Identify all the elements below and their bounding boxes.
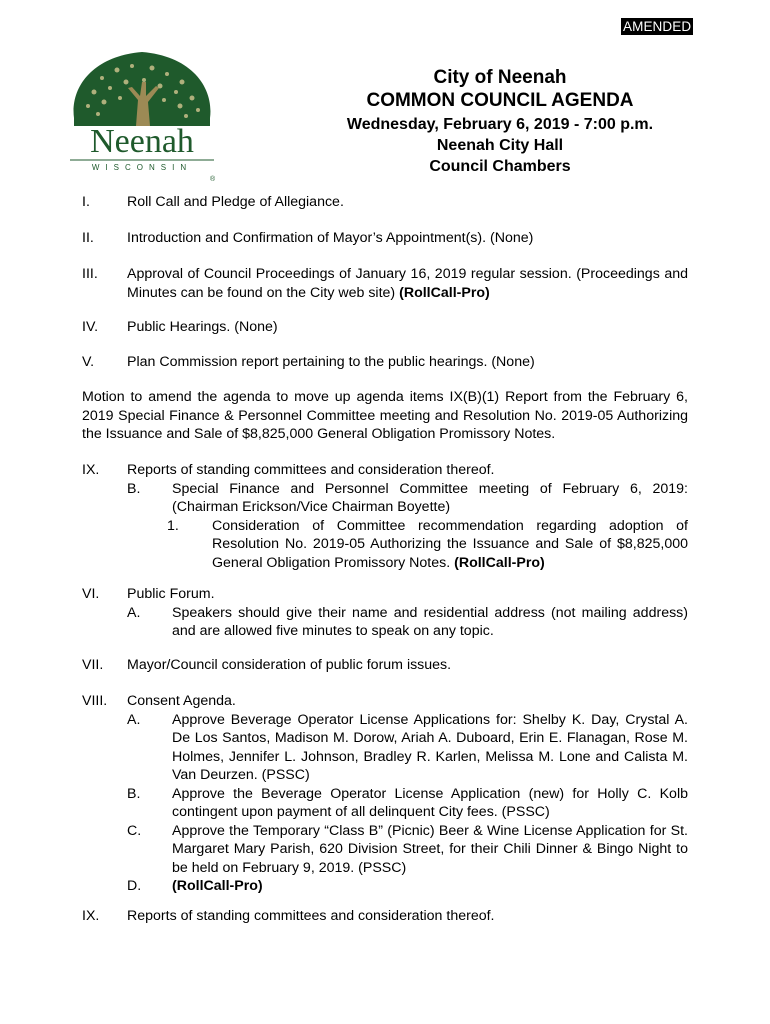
item-number: IV. (82, 319, 99, 335)
agenda-item-7 (82, 656, 688, 675)
neenah-logo (62, 48, 222, 183)
logo-state: WISCONSIN (91, 163, 193, 172)
motion-paragraph: Motion to amend the agenda to move up agenda items IX(B)(1) Report from the February 6, 2019 Special Finance & Personnel Committee meeting and Resolution No. 2019-05 Authorizing the Issuance and Sale of $8,825,000 General Obligation Promissory Notes. (82, 389, 688, 442)
item-text: Mayor/Council consideration of public forum issues. (127, 657, 452, 673)
item-number: IX. (82, 462, 100, 478)
amended-badge: AMENDED (623, 19, 692, 34)
city-name: City of Neenah (433, 67, 567, 88)
item-number: II. (82, 230, 94, 246)
subitem-a (127, 711, 688, 785)
item-text-body: Approval of Council Proceedings of January 16, 2019 regular session. (Proceedings and Minutes can be found on the City web site) (127, 266, 688, 301)
agenda-item-3 (82, 265, 688, 302)
subitem-letter: A. (127, 711, 141, 728)
item-text: Public Hearings. (None) (127, 319, 278, 335)
subitem-d (127, 877, 688, 896)
subitem-text: Speakers should give their name and residential address (not mailing address) and are allowed five minutes to speak on any topic. (172, 604, 688, 639)
subitem-b (127, 785, 688, 822)
item-number: V. (82, 354, 95, 370)
rollcall-note: (RollCall-Pro) (399, 284, 490, 301)
meeting-location: Neenah City Hall (436, 137, 564, 154)
item-number: VIII. (82, 693, 108, 709)
subitem-text (212, 517, 688, 573)
item-text: Roll Call and Pledge of Allegiance. (127, 194, 344, 210)
subitem-a (127, 604, 688, 641)
logo-registered: ® (210, 176, 216, 183)
item-text: Consent Agenda. (127, 693, 236, 709)
agenda-header (300, 66, 700, 177)
item-number: VII. (82, 657, 104, 673)
meeting-date: Wednesday, February 6, 2019 - 7:00 p.m. (346, 116, 654, 133)
rollcall-note: (RollCall-Pro) (172, 878, 263, 894)
item-number: IX. (82, 908, 100, 924)
subitem-text: Approve the Temporary “Class B” (Picnic) Beer & Wine License Application for St. Margaret Mary Parish, 620 Division Street, for their Chili Dinner & Bingo Night to be held on February 9, 2019. (PSSC) (172, 822, 688, 876)
agenda-item-1 (82, 193, 688, 212)
subitem-letter: A. (127, 604, 141, 621)
item-text (127, 265, 688, 302)
agenda-item-6 (82, 585, 688, 641)
item-text: Reports of standing committees and consideration thereof. (127, 462, 495, 478)
agenda-item-4 (82, 318, 688, 337)
agenda-item-9-repeat (82, 907, 688, 926)
subitem-text: Approve Beverage Operator License Applications for: Shelby K. Day, Crystal A. De Los Santos, Madison M. Dorow, Ariah A. Duboard, Erin E. Flanagan, Rose M. Holmes, Jennifer L. Johnson, Bradley R. Karlen, Melissa M. Lone and Calista M. Van Deurzen. (PSSC) (172, 711, 688, 783)
item-text: Reports of standing committees and consideration thereof. (127, 908, 495, 924)
agenda-title: COMMON COUNCIL AGENDA (366, 90, 634, 111)
subitem-text-body: Consideration of Committee recommendation regarding adoption of Resolution No. 2019-05 Authorizing the Issuance and Sale of $8,825,000 General Obligation Promissory Notes. (212, 517, 688, 571)
subitem-letter: B. (127, 480, 141, 497)
subitem-number: 1. (167, 517, 179, 534)
item-text: Introduction and Confirmation of Mayor’s Appointment(s). (None) (127, 230, 534, 246)
agenda-item-2 (82, 229, 688, 248)
subitem-text (172, 877, 688, 896)
agenda-item-5 (82, 353, 688, 372)
item-number: III. (82, 266, 98, 282)
item-number: VI. (82, 586, 100, 602)
agenda-item-8 (82, 692, 688, 896)
subitem-text: Special Finance and Personnel Committee meeting of February 6, 2019: (Chairman Erickson/Vice Chairman Boyette) (172, 480, 688, 515)
subitem-b-1 (167, 517, 688, 573)
subitem-c (127, 822, 688, 878)
item-text: Public Forum. (127, 586, 215, 602)
subitem-text: Approve the Beverage Operator License Application (new) for Holly C. Kolb contingent upon payment of all delinquent City fees. (PSSC) (172, 785, 688, 820)
logo-name: Neenah (90, 123, 194, 160)
subitem-b (127, 480, 688, 517)
neenah-tree-logo (62, 48, 222, 183)
item-number: I. (82, 194, 90, 210)
subitem-letter: C. (127, 822, 142, 839)
subitem-letter: B. (127, 785, 141, 802)
meeting-room: Council Chambers (429, 158, 571, 175)
rollcall-note: (RollCall-Pro) (454, 554, 545, 571)
agenda-item-9-committees (82, 461, 688, 572)
subitem-letter: D. (127, 878, 142, 894)
item-text: Plan Commission report pertaining to the public hearings. (None) (127, 354, 535, 370)
